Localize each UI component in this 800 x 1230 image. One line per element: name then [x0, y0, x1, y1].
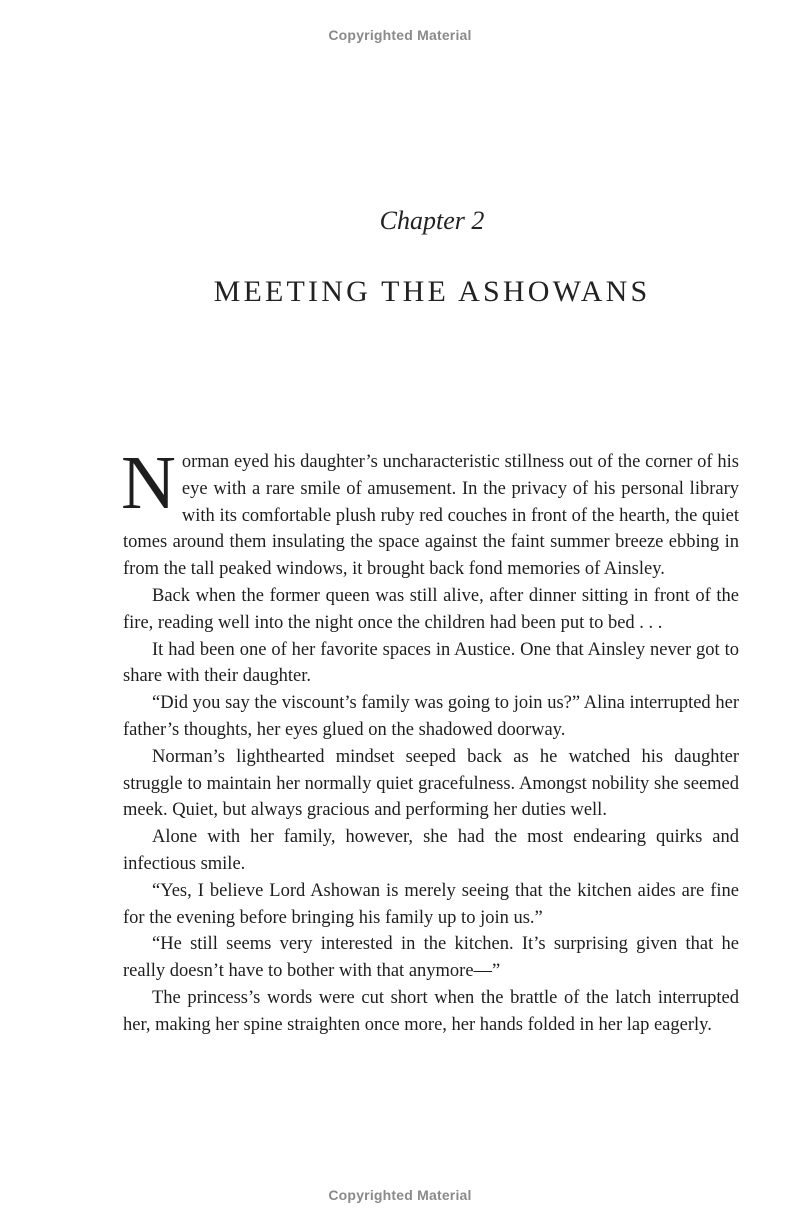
copyright-watermark-bottom: Copyrighted Material: [328, 1187, 472, 1203]
paragraph-1-text: orman eyed his daughter’s uncharacteristic stillness out of the corner of his eye with a rare smile of amusement. In the privacy of his personal library with its comfortable plush ruby red couches in front of the hearth, the quiet tomes around them insulating the space against the faint summer breeze ebbing in from the tall peaked windows, it brought back fond memories of Ainsley.: [123, 452, 739, 580]
drop-cap: N: [121, 441, 176, 525]
chapter-number: Chapter 2: [379, 206, 485, 235]
paragraph-9: The princess’s words were cut short when the brattle of the latch interrupted her, making her spine straighten once more, her hands folded in her lap eagerly.: [123, 987, 739, 1035]
paragraph-3: It had been one of her favorite spaces in Austice. One that Ainsley never got to share with their daughter.: [123, 639, 739, 687]
paragraph-5: Norman’s lighthearted mindset seeped back as he watched his daughter struggle to maintain her normally quiet gracefulness. Amongst nobility she seemed meek. Quiet, but always gracious and performing her duties well.: [123, 746, 739, 821]
paragraph-8: “He still seems very interested in the kitchen. It’s surprising given that he really doesn’t have to bother with that anymore—”: [123, 934, 739, 982]
paragraph-4: “Did you say the viscount’s family was going to join us?” Alina interrupted her father’s thoughts, her eyes glued on the shadowed doorway.: [123, 693, 739, 740]
chapter-title: MEETING THE ASHOWANS: [213, 275, 651, 308]
paragraph-1: [121, 441, 739, 583]
paragraph-7: “Yes, I believe Lord Ashowan is merely seeing that the kitchen aides are fine for the evening before bringing his family up to join us.”: [123, 880, 739, 928]
copyright-watermark-top: Copyrighted Material: [328, 27, 472, 43]
paragraph-6: Alone with her family, however, she had the most endearing quirks and infectious smile.: [123, 827, 739, 874]
paragraph-2: Back when the former queen was still alive, after dinner sitting in front of the fire, reading well into the night once the children had been put to bed . . .: [123, 585, 739, 633]
chapter-body: [121, 441, 739, 1039]
